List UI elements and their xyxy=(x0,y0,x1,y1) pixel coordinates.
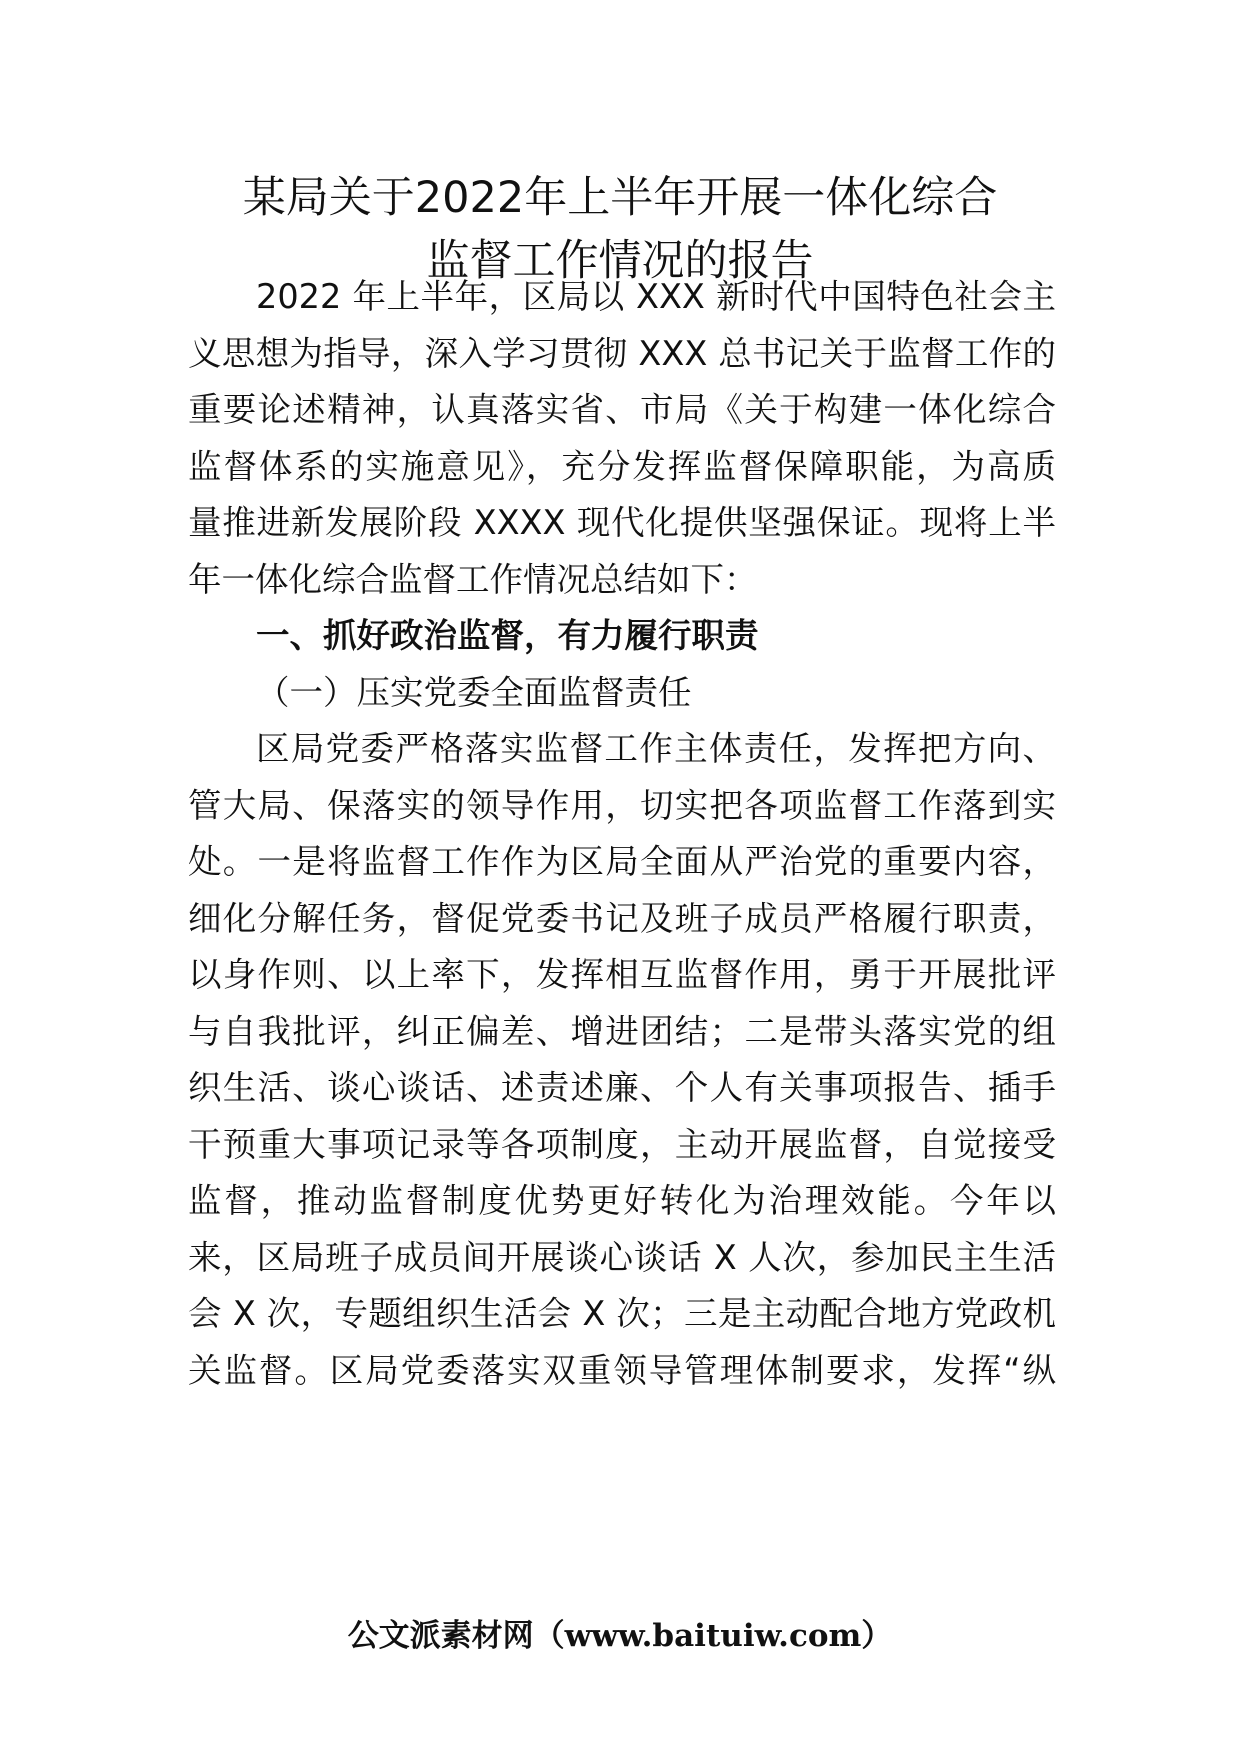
paragraph-line: 织生活、谈心谈话、述责述廉、个人有关事项报告、插手 xyxy=(188,1068,1056,1107)
paragraph-line: 细化分解任务，督促党委书记及班子成员严格履行职责， xyxy=(188,899,1056,938)
paragraph-line: 以身作则、以上率下，发挥相互监督作用，勇于开展批评 xyxy=(188,955,1056,994)
footer-watermark: 公文派素材网（www.baituiw.com） xyxy=(347,1618,893,1654)
paragraph-line: 义思想为指导，深入学习贯彻 XXX 总书记关于监督工作的 xyxy=(188,334,1056,373)
paragraph-line: 监督，推动监督制度优势更好转化为治理效能。今年以 xyxy=(188,1181,1056,1220)
paragraph-line: 监督体系的实施意见》，充分发挥监督保障职能，为高质 xyxy=(188,447,1056,486)
paragraph-line: 量推进新发展阶段 XXXX 现代化提供坚强保证。现将上半 xyxy=(188,503,1056,542)
paragraph-line: 关监督。区局党委落实双重领导管理体制要求，发挥“纵 xyxy=(188,1351,1056,1390)
document-title-line-1: 某局关于2022年上半年开展一体化综合 xyxy=(242,173,998,223)
paragraph-line: 重要论述精神，认真落实省、市局《关于构建一体化综合 xyxy=(188,390,1056,429)
paragraph-line: 管大局、保落实的领导作用，切实把各项监督工作落到实 xyxy=(188,786,1056,825)
paragraph-line: 2022 年上半年，区局以 XXX 新时代中国特色社会主 xyxy=(256,277,1056,316)
paragraph-line: 会 X 次，专题组织生活会 X 次；三是主动配合地方党政机 xyxy=(188,1294,1056,1333)
paragraph-line: 年一体化综合监督工作情况总结如下： xyxy=(188,560,758,599)
paragraph-line: 干预重大事项记录等各项制度，主动开展监督，自觉接受 xyxy=(188,1125,1056,1164)
paragraph-line: 与自我批评，纠正偏差、增进团结；二是带头落实党的组 xyxy=(188,1012,1056,1051)
subsection-heading: （一）压实党委全面监督责任 xyxy=(256,673,692,712)
paragraph-line: 处。一是将监督工作作为区局全面从严治党的重要内容， xyxy=(188,842,1056,881)
paragraph-line: 来，区局班子成员间开展谈心谈话 X 人次，参加民主生活 xyxy=(188,1238,1056,1277)
document-title-line-2: 监督工作情况的报告 xyxy=(426,236,814,286)
section-heading: 一、抓好政治监督，有力履行职责 xyxy=(256,616,759,655)
paragraph-line: 区局党委严格落实监督工作主体责任，发挥把方向、 xyxy=(256,729,1056,768)
